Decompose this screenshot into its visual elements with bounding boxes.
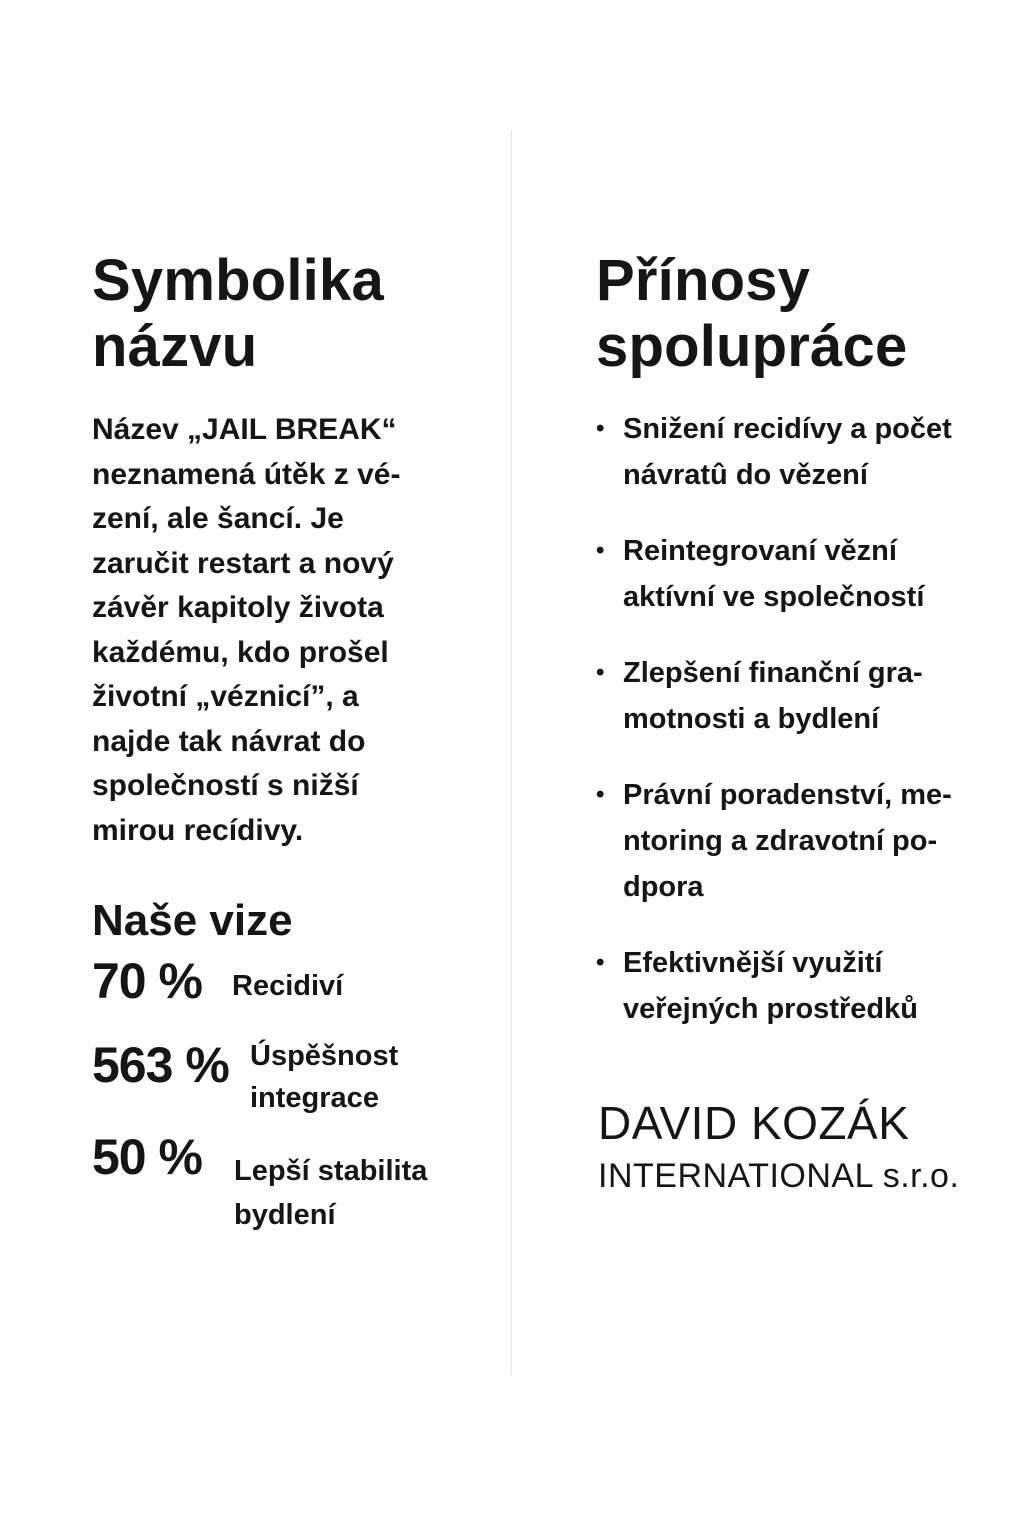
heading-line: názvu (92, 314, 258, 379)
symbolism-heading (92, 248, 492, 380)
benefit-line: Zlepšení finanční gra- (623, 657, 923, 689)
name-explanation-paragraph (92, 408, 492, 853)
company-name: DAVID KOZÁK (598, 1097, 910, 1149)
list-item (596, 772, 1016, 910)
stat-label (250, 1035, 398, 1119)
bullet-icon: • (596, 781, 605, 808)
right-column (596, 248, 996, 1195)
benefit-line: aktívní ve společností (623, 581, 925, 613)
stat-label-line: Recidiví (232, 970, 344, 1002)
stat-value: 563 % (92, 1037, 229, 1093)
bullet-icon: • (596, 659, 605, 686)
paragraph-line: Název „JAIL BREAK“ (92, 413, 397, 446)
paragraph-line: závěr kapitoly života (92, 591, 384, 624)
paragraph-line: každému, kdo prošel (92, 635, 389, 669)
stat-label-line: bydlení (234, 1199, 336, 1231)
benefits-list (596, 406, 1016, 1062)
heading-line: spolupráce (596, 314, 908, 379)
paragraph-line: najde tak návrat do (92, 724, 366, 758)
bullet-icon: • (596, 537, 605, 564)
bullet-icon: • (596, 415, 605, 442)
benefits-heading (596, 248, 996, 380)
stat-label (234, 1149, 427, 1237)
benefit-line: motnosti a bydlení (623, 703, 880, 735)
stat-label (232, 965, 343, 1008)
company-subtitle: INTERNATIONAL s.r.o. (598, 1157, 960, 1195)
heading-line: Symbolika (92, 248, 384, 313)
company-logo-text (598, 1096, 959, 1198)
benefit-line: Efektivnější využití (623, 947, 883, 979)
benefit-line: dpora (623, 871, 704, 903)
benefit-line: Reintegrovaní vězní (623, 535, 897, 567)
paragraph-line: společností s nižší (92, 769, 359, 802)
vision-heading: Naše vize (92, 896, 293, 945)
paragraph-line: neznamená útěk z vé- (92, 457, 401, 491)
stat-value: 70 % (92, 953, 202, 1009)
benefit-line: Snižení recidívy a počet (623, 413, 952, 445)
column-divider (511, 130, 512, 1375)
list-item (596, 406, 1016, 498)
bullet-icon: • (596, 949, 605, 976)
stat-value: 50 % (92, 1129, 202, 1185)
benefit-line: návratû do vězení (623, 459, 868, 491)
paragraph-line: mirou recídivy. (92, 813, 304, 847)
list-item (596, 528, 1016, 620)
stat-label-line: Lepší stabilita (234, 1155, 428, 1187)
left-column (92, 248, 492, 1231)
benefit-line: ntoring a zdravotní po- (623, 825, 938, 857)
heading-line: Přínosy (596, 248, 811, 313)
paragraph-line: životní „véznicí”, a (92, 680, 359, 713)
paragraph-line: zení, ale šancí. Je (92, 502, 344, 535)
benefit-line: veřejných prostředků (623, 993, 918, 1025)
benefit-line: Právní poradenství, me- (623, 779, 952, 811)
stat-label-line: Úspěšnost (250, 1040, 399, 1072)
list-item (596, 650, 1016, 742)
paragraph-line: zaručit restart a nový (92, 546, 394, 580)
list-item (596, 940, 1016, 1032)
stat-label-line: integrace (250, 1082, 379, 1114)
